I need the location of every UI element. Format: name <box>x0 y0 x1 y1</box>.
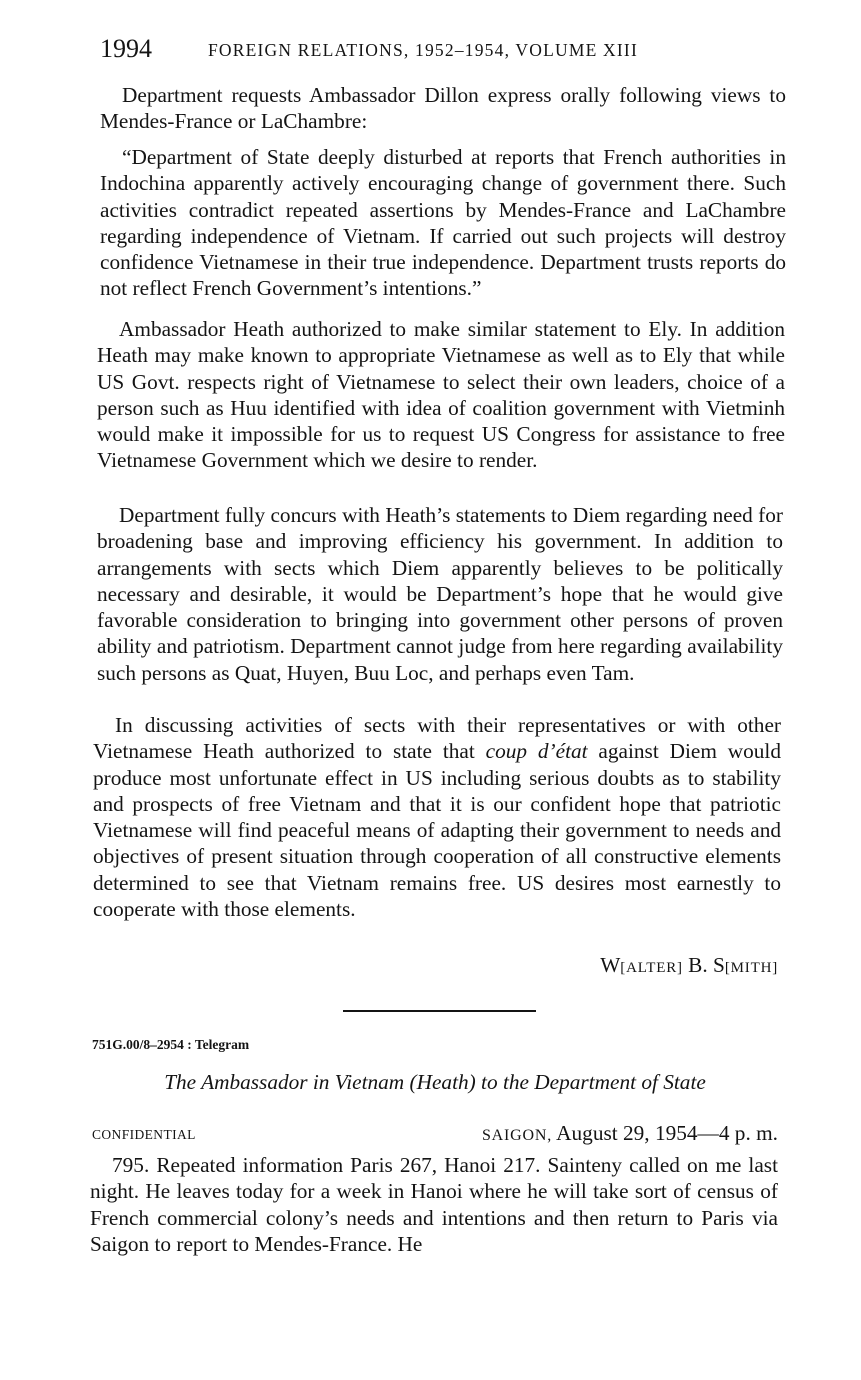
sects-text-part-1: In discussing activities of sects with their representatives or with other Vietnamese Heath authorized to state that <box>93 713 781 764</box>
place-and-date <box>440 1121 778 1146</box>
document-title: The Ambassador in Vietnam (Heath) to the Department of State <box>164 1070 706 1094</box>
running-header <box>100 34 790 66</box>
page-number: 1994 <box>100 34 152 63</box>
intro-paragraph: Department requests Ambassador Dillon express orally following views to Mendes-France or LaChambre: <box>100 83 786 134</box>
quoted-message: “Department of State deeply disturbed at reports that French authorities in Indochina apparently actively encouraging change of government there. Such activities contradict repeated assertions by Mendes-France and LaChambre regarding independence of Vietnam. If carried out such projects will destroy confidence Vietnamese in their true independence. Department trusts reports do not reflect French Government’s intentions.” <box>100 145 786 301</box>
file-reference: 751G.00/8–2954 : Telegram <box>92 1037 250 1052</box>
running-title: FOREIGN RELATIONS, 1952–1954, VOLUME XIII <box>208 40 638 60</box>
date-time: August 29, 1954—4 p. m. <box>552 1121 778 1145</box>
section-divider <box>343 1010 536 1012</box>
place-name: SAIGON, <box>481 1127 552 1144</box>
classification: CONFIDENTIAL <box>92 1127 196 1142</box>
sects-text-part-2: against Diem would produce most unfortunate effect in US including serious doubts as to stability and prospects of free Vietnam and that it is our confident hope that patriotic Vietnamese will find peaceful means of adapting their government to needs and objectives of present situation through cooperation of all constructive elements determined to see that Vietnam remains free. US desires most earnestly to cooperate with those elements. <box>93 739 782 922</box>
signature: W[ALTER] B. S[MITH] <box>600 953 778 977</box>
body-paragraph-diem: Department fully concurs with Heath’s statements to Diem regarding need for broadening base and improving efficiency his government. In addition to arrangements with sects which Diem apparently believes to be politically necessary and desirable, it would be Department’s hope that he would give favorable consideration to bringing into government other persons of proven ability and patriotism. Department cannot judge from here regarding availability such persons as Quat, Huyen, Buu Loc, and perhaps even Tam. <box>97 503 783 685</box>
body-paragraph-sects <box>93 712 781 922</box>
body-paragraph-heath: Ambassador Heath authorized to make similar statement to Ely. In addition Heath may make known to appropriate Vietnamese as well as to Ely that while US Govt. respects right of Vietnamese to select their own leaders, choice of a person such as Huu identified with idea of coalition government with Vietminh would make it impossible for us to request US Congress for assistance to free Vietnamese Government which we desire to render. <box>97 317 785 473</box>
coup-detat-italic: coup d’état <box>485 739 588 764</box>
telegram-text: 795. Repeated information Paris 267, Hanoi 217. Sainteny called on me last night. He leaves today for a week in Hanoi where he will take sort of census of French commercial colony’s needs and intentions and then return to Paris via Saigon to report to Mendes-France. He <box>90 1153 778 1256</box>
